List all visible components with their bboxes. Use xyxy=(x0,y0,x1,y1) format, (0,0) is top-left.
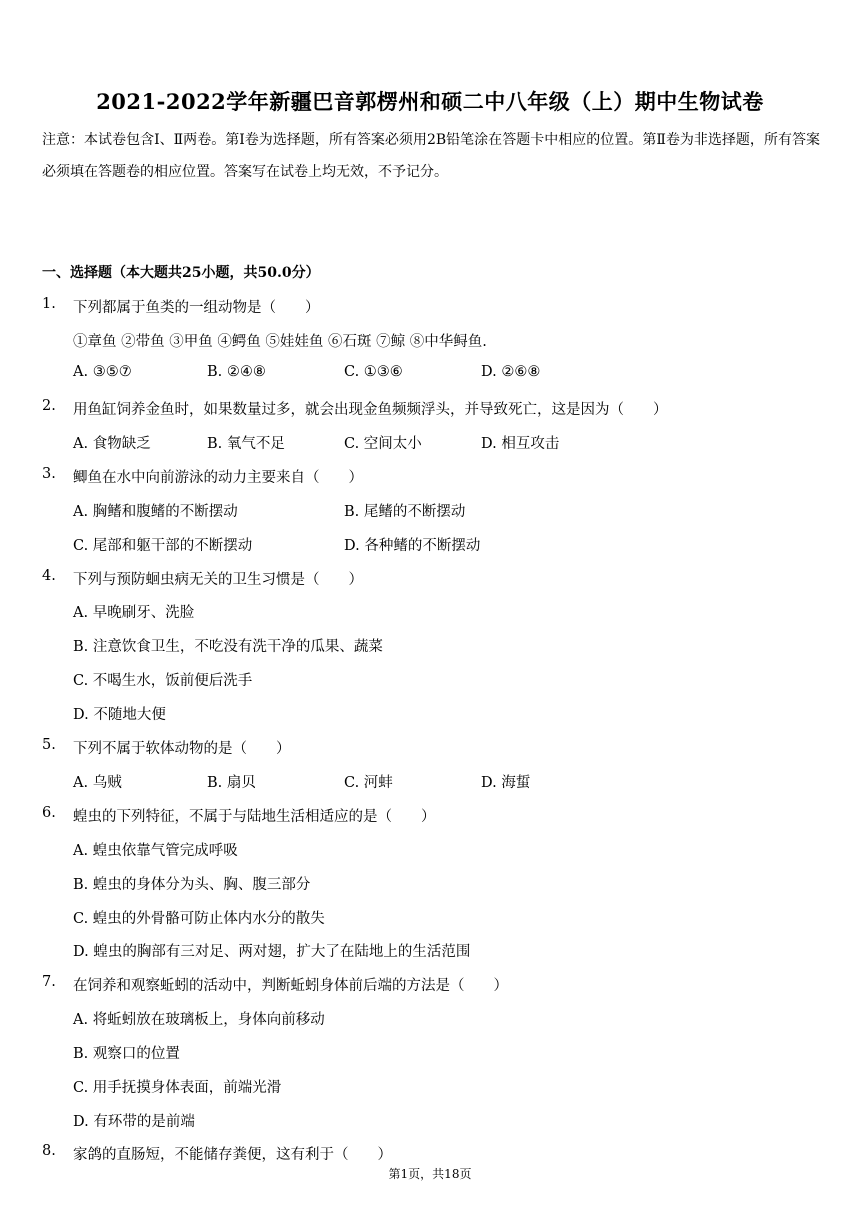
question-text: 鲫鱼在水中向前游泳的动力主要来自（ ） xyxy=(73,470,363,486)
option-b: B. 尾鳍的不断摆动 xyxy=(344,504,466,520)
option-b: B. 扇贝 xyxy=(207,775,256,791)
question-text: 下列与预防蛔虫病无关的卫生习惯是（ ） xyxy=(73,572,363,588)
question-text: 下列都属于鱼类的一组动物是（ ） xyxy=(73,300,320,316)
option-b: B. 蝗虫的身体分为头、胸、腹三部分 xyxy=(73,877,311,893)
option-a: A. 食物缺乏 xyxy=(73,436,151,452)
option-a: A. 胸鳍和腹鳍的不断摆动 xyxy=(73,504,238,520)
option-d: D. 有环带的是前端 xyxy=(73,1114,195,1130)
option-b: B. ②④⑧ xyxy=(207,364,266,380)
option-c: C. 空间太小 xyxy=(344,436,422,452)
question-number: 3. xyxy=(42,466,56,482)
option-d: D. 蝗虫的胸部有三对足、两对翅，扩大了在陆地上的生活范围 xyxy=(73,944,471,960)
option-d: D. ②⑥⑧ xyxy=(481,364,541,380)
option-c: C. 用手抚摸身体表面，前端光滑 xyxy=(73,1080,282,1096)
option-b: B. 观察口的位置 xyxy=(73,1046,180,1062)
option-c: C. 尾部和躯干部的不断摆动 xyxy=(73,538,253,554)
question-text: 家鸽的直肠短，不能储存粪便，这有利于（ ） xyxy=(73,1147,392,1163)
section-heading: 一、选择题（本大题共25小题，共50.0分） xyxy=(42,265,320,281)
option-d: D. 相互攻击 xyxy=(481,436,560,452)
question-text: 在饲养和观察蚯蚓的活动中，判断蚯蚓身体前后端的方法是（ ） xyxy=(73,978,508,994)
option-d: D. 海蜇 xyxy=(481,775,531,791)
option-d: D. 各种鳍的不断摆动 xyxy=(344,538,481,554)
exam-notice: 注意：本试卷包含Ⅰ、Ⅱ两卷。第Ⅰ卷为选择题，所有答案必须用2B铅笔涂在答题卡中相应的位置。第Ⅱ卷为非选择题，所有答案必须填在答题卷的相应位置。答案写在试卷上均无效，不予记分。 xyxy=(42,132,820,180)
question-items: ①章鱼 ②带鱼 ③甲鱼 ④鳄鱼 ⑤娃娃鱼 ⑥石斑 ⑦鲸 ⑧中华鲟鱼. xyxy=(73,334,487,350)
option-c: C. 蝗虫的外骨骼可防止体内水分的散失 xyxy=(73,911,325,927)
question-text: 用鱼缸饲养金鱼时，如果数量过多，就会出现金鱼频频浮头，并导致死亡，这是因为（ ） xyxy=(73,402,668,418)
question-number: 7. xyxy=(42,974,56,990)
question-number: 6. xyxy=(42,805,56,821)
question-number: 5. xyxy=(42,737,56,753)
option-c: C. 不喝生水，饭前便后洗手 xyxy=(73,673,253,689)
page-title: 2021-2022学年新疆巴音郭楞州和硕二中八年级（上）期中生物试卷 xyxy=(96,89,764,114)
option-a: A. 乌贼 xyxy=(73,775,122,791)
option-a: A. ③⑤⑦ xyxy=(73,364,132,380)
question-number: 4. xyxy=(42,568,56,584)
page-footer: 第1页，共18页 xyxy=(388,1167,472,1181)
option-b: B. 氧气不足 xyxy=(207,436,285,452)
option-c: C. ①③⑥ xyxy=(344,364,403,380)
question-text: 蝗虫的下列特征，不属于与陆地生活相适应的是（ ） xyxy=(73,809,436,825)
question-number: 8. xyxy=(42,1143,56,1159)
option-a: A. 早晚刷牙、洗脸 xyxy=(73,605,195,621)
option-c: C. 河蚌 xyxy=(344,775,393,791)
option-d: D. 不随地大便 xyxy=(73,707,166,723)
question-number: 2. xyxy=(42,398,56,414)
option-b: B. 注意饮食卫生，不吃没有洗干净的瓜果、蔬菜 xyxy=(73,639,383,655)
option-a: A. 蝗虫依靠气管完成呼吸 xyxy=(73,843,238,859)
question-text: 下列不属于软体动物的是（ ） xyxy=(73,741,291,757)
question-number: 1. xyxy=(42,296,56,312)
option-a: A. 将蚯蚓放在玻璃板上，身体向前移动 xyxy=(73,1012,325,1028)
